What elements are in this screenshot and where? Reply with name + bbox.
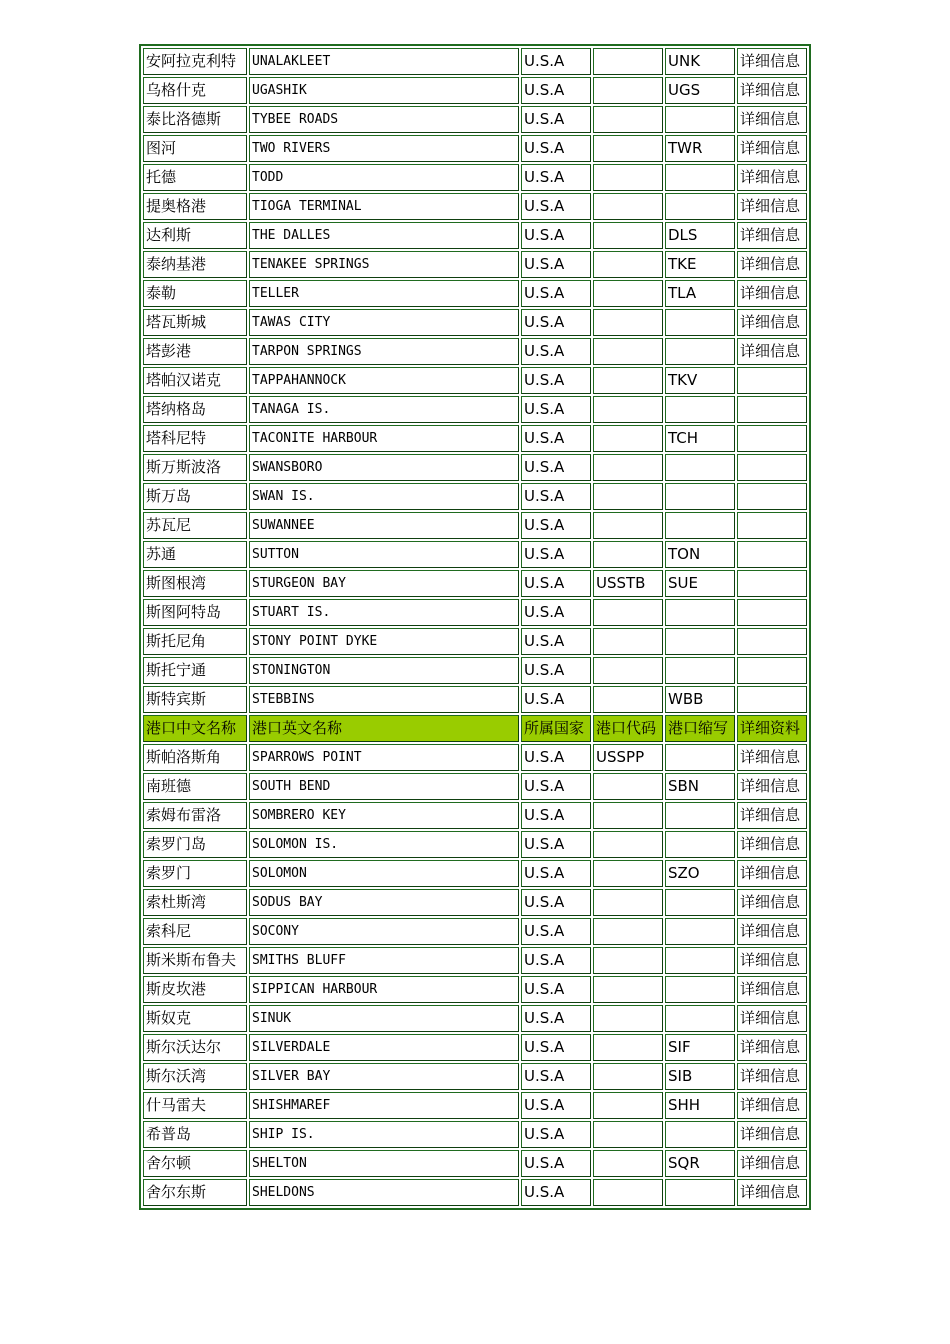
port-detail-link[interactable]: 详细信息: [737, 193, 807, 220]
port-code: [593, 1092, 663, 1119]
port-abbr: SHH: [665, 1092, 735, 1119]
port-en-name: SOMBRERO KEY: [249, 802, 519, 829]
port-country: U.S.A: [521, 1179, 591, 1206]
port-en-name: TWO RIVERS: [249, 135, 519, 162]
port-cn-name: 舍尔东斯: [143, 1179, 247, 1206]
port-country: U.S.A: [521, 541, 591, 568]
port-en-name: SWANSBORO: [249, 454, 519, 481]
port-code: [593, 1121, 663, 1148]
port-en-name: SHELDONS: [249, 1179, 519, 1206]
port-abbr: TLA: [665, 280, 735, 307]
port-cn-name: 塔纳格岛: [143, 396, 247, 423]
port-detail-link: [737, 541, 807, 568]
port-abbr: [665, 396, 735, 423]
port-detail-link[interactable]: 详细信息: [737, 976, 807, 1003]
table-row: [143, 976, 807, 1003]
port-code: [593, 164, 663, 191]
port-en-name: SINUK: [249, 1005, 519, 1032]
port-abbr: TKV: [665, 367, 735, 394]
port-cn-name: 斯皮坎港: [143, 976, 247, 1003]
table-row: [143, 338, 807, 365]
port-en-name: UNALAKLEET: [249, 48, 519, 75]
table-row: [143, 686, 807, 713]
port-cn-name: 达利斯: [143, 222, 247, 249]
port-country: U.S.A: [521, 1092, 591, 1119]
port-country: U.S.A: [521, 483, 591, 510]
port-detail-link[interactable]: 详细信息: [737, 164, 807, 191]
header-detail: 详细资料: [737, 715, 807, 742]
port-en-name: TELLER: [249, 280, 519, 307]
table-row: [143, 77, 807, 104]
port-code: [593, 918, 663, 945]
table-row: [143, 193, 807, 220]
port-detail-link[interactable]: 详细信息: [737, 77, 807, 104]
port-code: [593, 251, 663, 278]
port-detail-link: [737, 628, 807, 655]
port-abbr: UGS: [665, 77, 735, 104]
port-cn-name: 图河: [143, 135, 247, 162]
port-country: U.S.A: [521, 976, 591, 1003]
port-cn-name: 塔科尼特: [143, 425, 247, 452]
port-cn-name: 索罗门: [143, 860, 247, 887]
port-country: U.S.A: [521, 338, 591, 365]
port-abbr: SZO: [665, 860, 735, 887]
header-en-name: 港口英文名称: [249, 715, 519, 742]
port-abbr: [665, 164, 735, 191]
port-detail-link[interactable]: 详细信息: [737, 309, 807, 336]
port-cn-name: 泰比洛德斯: [143, 106, 247, 133]
port-abbr: DLS: [665, 222, 735, 249]
port-code: [593, 309, 663, 336]
port-country: U.S.A: [521, 1150, 591, 1177]
port-code: [593, 1150, 663, 1177]
port-abbr: [665, 947, 735, 974]
port-detail-link[interactable]: 详细信息: [737, 1034, 807, 1061]
table-row: [143, 280, 807, 307]
port-cn-name: 塔帕汉诺克: [143, 367, 247, 394]
port-cn-name: 安阿拉克利特: [143, 48, 247, 75]
port-abbr: [665, 889, 735, 916]
port-detail-link[interactable]: 详细信息: [737, 1092, 807, 1119]
port-en-name: SUWANNEE: [249, 512, 519, 539]
port-en-name: SIPPICAN HARBOUR: [249, 976, 519, 1003]
port-code: [593, 860, 663, 887]
port-en-name: SOCONY: [249, 918, 519, 945]
port-abbr: WBB: [665, 686, 735, 713]
port-en-name: STUART IS.: [249, 599, 519, 626]
port-en-name: STONINGTON: [249, 657, 519, 684]
port-code: [593, 831, 663, 858]
port-cn-name: 乌格什克: [143, 77, 247, 104]
port-en-name: SODUS BAY: [249, 889, 519, 916]
port-country: U.S.A: [521, 48, 591, 75]
port-en-name: SPARROWS POINT: [249, 744, 519, 771]
port-abbr: TCH: [665, 425, 735, 452]
port-country: U.S.A: [521, 106, 591, 133]
port-detail-link: [737, 599, 807, 626]
port-cn-name: 索罗门岛: [143, 831, 247, 858]
port-cn-name: 斯奴克: [143, 1005, 247, 1032]
port-detail-link[interactable]: 详细信息: [737, 802, 807, 829]
port-cn-name: 索杜斯湾: [143, 889, 247, 916]
port-cn-name: 提奥格港: [143, 193, 247, 220]
table-row: [143, 541, 807, 568]
port-code: [593, 599, 663, 626]
port-cn-name: 索姆布雷洛: [143, 802, 247, 829]
port-abbr: [665, 483, 735, 510]
port-country: U.S.A: [521, 222, 591, 249]
port-code: [593, 947, 663, 974]
port-en-name: SHELTON: [249, 1150, 519, 1177]
table-row: [143, 1063, 807, 1090]
port-abbr: TKE: [665, 251, 735, 278]
port-cn-name: 托德: [143, 164, 247, 191]
port-abbr: TWR: [665, 135, 735, 162]
port-abbr: [665, 338, 735, 365]
table-row: [143, 570, 807, 597]
port-country: U.S.A: [521, 802, 591, 829]
port-cn-name: 斯万斯波洛: [143, 454, 247, 481]
table-row: [143, 164, 807, 191]
port-country: U.S.A: [521, 918, 591, 945]
port-detail-link[interactable]: 详细信息: [737, 135, 807, 162]
port-detail-link: [737, 512, 807, 539]
port-abbr: [665, 657, 735, 684]
table-row: [143, 309, 807, 336]
port-country: U.S.A: [521, 164, 591, 191]
port-abbr: TON: [665, 541, 735, 568]
table-row: [143, 744, 807, 771]
port-country: U.S.A: [521, 860, 591, 887]
port-en-name: THE DALLES: [249, 222, 519, 249]
port-code: [593, 1179, 663, 1206]
port-code: [593, 1063, 663, 1090]
port-detail-link[interactable]: 详细信息: [737, 831, 807, 858]
table-row: [143, 1092, 807, 1119]
port-abbr: [665, 976, 735, 1003]
port-abbr: SBN: [665, 773, 735, 800]
port-en-name: TIOGA TERMINAL: [249, 193, 519, 220]
port-abbr: SIB: [665, 1063, 735, 1090]
table-row: [143, 947, 807, 974]
port-detail-link[interactable]: 详细信息: [737, 773, 807, 800]
port-detail-link: [737, 367, 807, 394]
port-detail-link: [737, 483, 807, 510]
port-country: U.S.A: [521, 454, 591, 481]
port-cn-name: 舍尔顿: [143, 1150, 247, 1177]
port-code: [593, 280, 663, 307]
port-country: U.S.A: [521, 367, 591, 394]
port-code: [593, 396, 663, 423]
port-country: U.S.A: [521, 280, 591, 307]
port-detail-link: [737, 657, 807, 684]
table-row: [143, 918, 807, 945]
port-country: U.S.A: [521, 425, 591, 452]
port-code: [593, 773, 663, 800]
port-abbr: [665, 1121, 735, 1148]
port-code: [593, 135, 663, 162]
port-country: U.S.A: [521, 686, 591, 713]
port-detail-link[interactable]: 详细信息: [737, 860, 807, 887]
port-detail-link[interactable]: 详细信息: [737, 1179, 807, 1206]
port-en-name: TAWAS CITY: [249, 309, 519, 336]
table-row: [143, 657, 807, 684]
port-en-name: TARPON SPRINGS: [249, 338, 519, 365]
port-en-name: SILVERDALE: [249, 1034, 519, 1061]
port-country: U.S.A: [521, 773, 591, 800]
port-detail-link: [737, 570, 807, 597]
port-code: [593, 338, 663, 365]
port-cn-name: 斯帕洛斯角: [143, 744, 247, 771]
port-en-name: SOLOMON: [249, 860, 519, 887]
port-cn-name: 斯托尼角: [143, 628, 247, 655]
port-country: U.S.A: [521, 251, 591, 278]
table-row: [143, 628, 807, 655]
port-en-name: TACONITE HARBOUR: [249, 425, 519, 452]
port-en-name: UGASHIK: [249, 77, 519, 104]
port-detail-link[interactable]: 详细信息: [737, 1121, 807, 1148]
ports-table-body: [143, 48, 807, 1206]
port-code: [593, 454, 663, 481]
port-en-name: SUTTON: [249, 541, 519, 568]
port-code: USSTB: [593, 570, 663, 597]
port-country: U.S.A: [521, 657, 591, 684]
table-row: [143, 512, 807, 539]
table-row: [143, 831, 807, 858]
port-detail-link[interactable]: 详细信息: [737, 1150, 807, 1177]
port-code: [593, 657, 663, 684]
table-row: [143, 1034, 807, 1061]
port-country: U.S.A: [521, 77, 591, 104]
table-row: [143, 454, 807, 481]
port-country: U.S.A: [521, 628, 591, 655]
table-row: [143, 483, 807, 510]
port-cn-name: 斯米斯布鲁夫: [143, 947, 247, 974]
port-en-name: TODD: [249, 164, 519, 191]
port-abbr: SIF: [665, 1034, 735, 1061]
port-cn-name: 斯尔沃达尔: [143, 1034, 247, 1061]
port-abbr: [665, 599, 735, 626]
port-abbr: [665, 1179, 735, 1206]
port-code: [593, 889, 663, 916]
table-header-row: [143, 715, 807, 742]
port-country: U.S.A: [521, 831, 591, 858]
port-cn-name: 南班德: [143, 773, 247, 800]
port-cn-name: 斯图阿特岛: [143, 599, 247, 626]
port-en-name: TAPPAHANNOCK: [249, 367, 519, 394]
port-abbr: [665, 628, 735, 655]
port-code: USSPP: [593, 744, 663, 771]
port-code: [593, 1005, 663, 1032]
port-code: [593, 512, 663, 539]
port-country: U.S.A: [521, 396, 591, 423]
table-row: [143, 889, 807, 916]
port-detail-link[interactable]: 详细信息: [737, 338, 807, 365]
table-row: [143, 599, 807, 626]
table-row: [143, 1150, 807, 1177]
port-country: U.S.A: [521, 512, 591, 539]
port-en-name: TANAGA IS.: [249, 396, 519, 423]
port-country: U.S.A: [521, 1063, 591, 1090]
port-code: [593, 976, 663, 1003]
port-cn-name: 斯特宾斯: [143, 686, 247, 713]
table-row: [143, 860, 807, 887]
port-cn-name: 斯托宁通: [143, 657, 247, 684]
table-row: [143, 396, 807, 423]
table-row: [143, 1179, 807, 1206]
port-abbr: [665, 309, 735, 336]
header-cn-name: 港口中文名称: [143, 715, 247, 742]
port-detail-link[interactable]: 详细信息: [737, 1005, 807, 1032]
port-cn-name: 泰勒: [143, 280, 247, 307]
port-detail-link[interactable]: 详细信息: [737, 1063, 807, 1090]
port-detail-link: [737, 686, 807, 713]
port-code: [593, 628, 663, 655]
port-cn-name: 什马雷夫: [143, 1092, 247, 1119]
port-detail-link: [737, 396, 807, 423]
port-code: [593, 193, 663, 220]
header-port-abbr: 港口缩写: [665, 715, 735, 742]
port-cn-name: 希普岛: [143, 1121, 247, 1148]
port-detail-link: [737, 454, 807, 481]
table-row: [143, 251, 807, 278]
port-en-name: STEBBINS: [249, 686, 519, 713]
port-code: [593, 48, 663, 75]
header-port-code: 港口代码: [593, 715, 663, 742]
port-country: U.S.A: [521, 744, 591, 771]
port-country: U.S.A: [521, 599, 591, 626]
port-en-name: SHISHMAREF: [249, 1092, 519, 1119]
port-cn-name: 泰纳基港: [143, 251, 247, 278]
port-detail-link[interactable]: 详细信息: [737, 947, 807, 974]
header-country: 所属国家: [521, 715, 591, 742]
port-cn-name: 苏瓦尼: [143, 512, 247, 539]
port-country: U.S.A: [521, 309, 591, 336]
port-en-name: SMITHS BLUFF: [249, 947, 519, 974]
port-detail-link[interactable]: 详细信息: [737, 251, 807, 278]
port-country: U.S.A: [521, 889, 591, 916]
port-code: [593, 686, 663, 713]
port-code: [593, 222, 663, 249]
port-country: U.S.A: [521, 570, 591, 597]
port-detail-link[interactable]: 详细信息: [737, 106, 807, 133]
table-row: [143, 48, 807, 75]
port-code: [593, 802, 663, 829]
port-en-name: STONY POINT DYKE: [249, 628, 519, 655]
port-cn-name: 索科尼: [143, 918, 247, 945]
port-abbr: SQR: [665, 1150, 735, 1177]
port-code: [593, 367, 663, 394]
port-country: U.S.A: [521, 193, 591, 220]
table-row: [143, 106, 807, 133]
port-detail-link[interactable]: 详细信息: [737, 222, 807, 249]
port-detail-link[interactable]: 详细信息: [737, 918, 807, 945]
port-en-name: SWAN IS.: [249, 483, 519, 510]
table-row: [143, 222, 807, 249]
port-abbr: [665, 744, 735, 771]
table-row: [143, 802, 807, 829]
port-abbr: [665, 1005, 735, 1032]
port-code: [593, 1034, 663, 1061]
port-abbr: [665, 918, 735, 945]
port-code: [593, 425, 663, 452]
port-abbr: [665, 106, 735, 133]
port-en-name: TYBEE ROADS: [249, 106, 519, 133]
port-country: U.S.A: [521, 947, 591, 974]
port-detail-link[interactable]: 详细信息: [737, 889, 807, 916]
table-row: [143, 773, 807, 800]
table-row: [143, 1121, 807, 1148]
port-cn-name: 塔彭港: [143, 338, 247, 365]
port-detail-link[interactable]: 详细信息: [737, 744, 807, 771]
port-cn-name: 斯万岛: [143, 483, 247, 510]
table-row: [143, 1005, 807, 1032]
port-en-name: STURGEON BAY: [249, 570, 519, 597]
port-country: U.S.A: [521, 1034, 591, 1061]
port-detail-link: [737, 425, 807, 452]
port-code: [593, 77, 663, 104]
port-country: U.S.A: [521, 135, 591, 162]
port-cn-name: 斯图根湾: [143, 570, 247, 597]
port-code: [593, 106, 663, 133]
port-country: U.S.A: [521, 1121, 591, 1148]
port-cn-name: 斯尔沃湾: [143, 1063, 247, 1090]
ports-table: [139, 44, 811, 1210]
port-cn-name: 塔瓦斯城: [143, 309, 247, 336]
port-code: [593, 541, 663, 568]
port-abbr: UNK: [665, 48, 735, 75]
table-row: [143, 367, 807, 394]
port-code: [593, 483, 663, 510]
port-abbr: [665, 454, 735, 481]
port-country: U.S.A: [521, 1005, 591, 1032]
table-row: [143, 135, 807, 162]
port-cn-name: 苏通: [143, 541, 247, 568]
table-row: [143, 425, 807, 452]
port-abbr: [665, 831, 735, 858]
port-abbr: [665, 512, 735, 539]
port-detail-link[interactable]: 详细信息: [737, 280, 807, 307]
port-abbr: SUE: [665, 570, 735, 597]
port-en-name: SILVER BAY: [249, 1063, 519, 1090]
port-en-name: SOLOMON IS.: [249, 831, 519, 858]
port-detail-link[interactable]: 详细信息: [737, 48, 807, 75]
port-en-name: SOUTH BEND: [249, 773, 519, 800]
port-abbr: [665, 193, 735, 220]
port-en-name: TENAKEE SPRINGS: [249, 251, 519, 278]
port-abbr: [665, 802, 735, 829]
port-en-name: SHIP IS.: [249, 1121, 519, 1148]
